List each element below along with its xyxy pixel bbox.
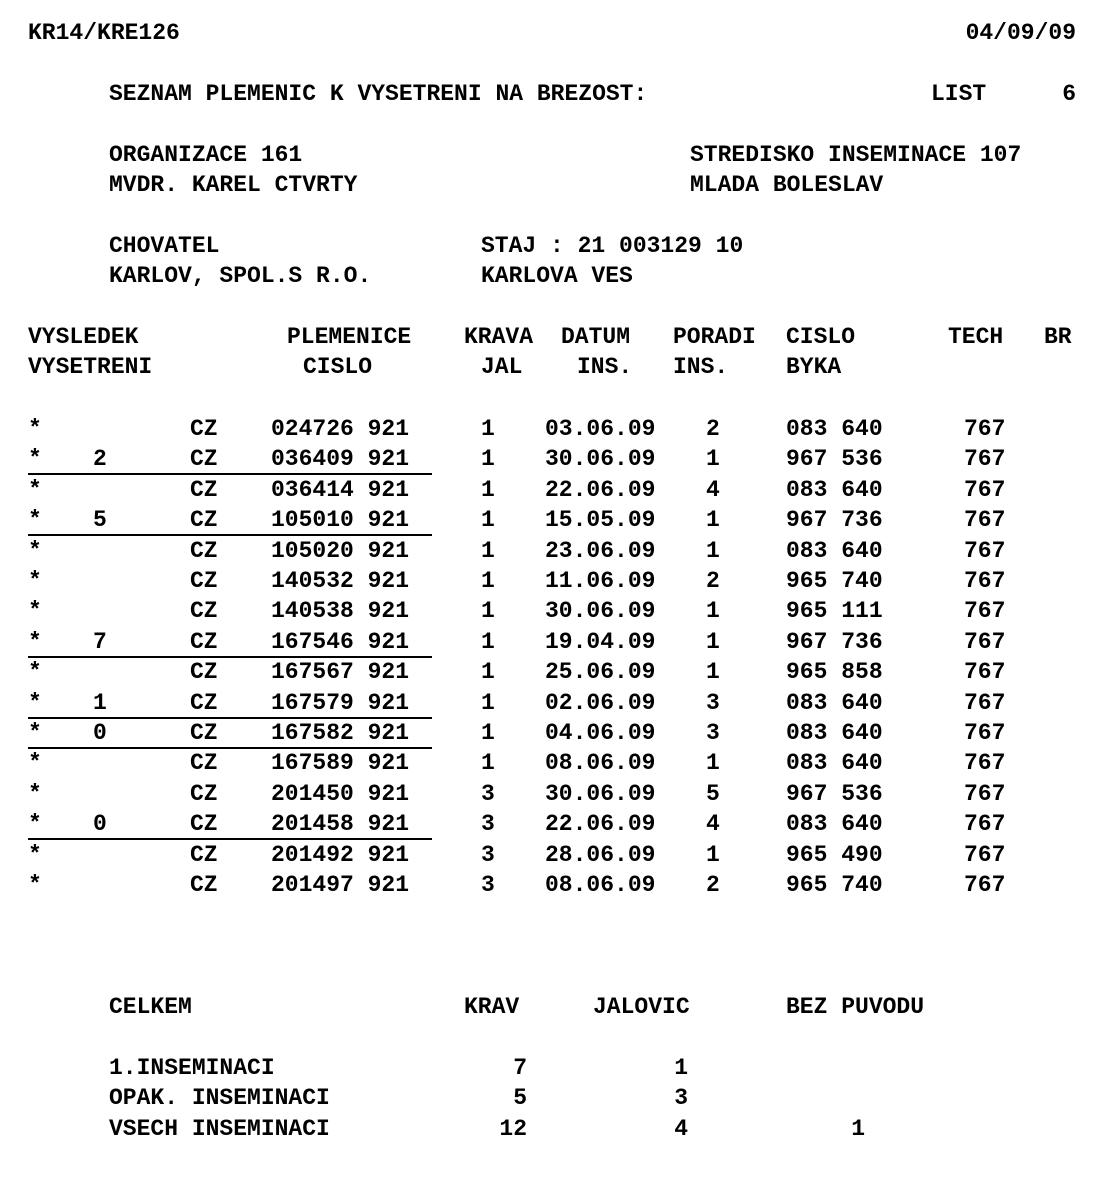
row-bull-number: 967 536	[786, 781, 883, 807]
col-date-header-2: INS.	[577, 354, 633, 380]
summary-cows: 12	[499, 1116, 527, 1142]
row-cow-flag: 1	[481, 477, 495, 503]
col-result-header-2: VYSETRENI	[28, 354, 153, 380]
row-bull-number: 083 640	[786, 477, 883, 503]
report-title: SEZNAM PLEMENIC K VYSETRENI NA BREZOST:	[109, 81, 648, 107]
row-date: 15.05.09	[545, 507, 656, 533]
row-heifer-number: 201458 921	[271, 811, 410, 837]
row-bull-number: 965 740	[786, 568, 883, 594]
row-heifer-number: 167589 921	[271, 750, 410, 776]
row-tech: 767	[964, 416, 1006, 442]
row-bull-number: 965 740	[786, 872, 883, 898]
row-tech: 767	[964, 446, 1006, 472]
row-country: CZ	[190, 781, 218, 807]
row-cow-flag: 1	[481, 538, 495, 564]
row-heifer-number: 167567 921	[271, 659, 410, 685]
row-date: 22.06.09	[545, 811, 656, 837]
row-tech: 767	[964, 781, 1006, 807]
summary-label: OPAK. INSEMINACI	[109, 1085, 330, 1111]
col-heifer-header-2: CISLO	[303, 354, 373, 380]
row-tech: 767	[964, 598, 1006, 624]
breeder-name: KARLOV, SPOL.S R.O.	[109, 263, 372, 289]
row-cow-flag: 1	[481, 446, 495, 472]
row-result: 0	[93, 811, 107, 837]
row-cow-flag: 3	[481, 781, 495, 807]
row-result: 5	[93, 507, 107, 533]
row-date: 25.06.09	[545, 659, 656, 685]
row-underline	[28, 838, 432, 840]
row-result: 1	[93, 690, 107, 716]
row-cow-flag: 3	[481, 842, 495, 868]
row-country: CZ	[190, 690, 218, 716]
row-mark: *	[28, 598, 42, 624]
insemination-center: STREDISKO INSEMINACE 107	[690, 142, 1022, 168]
row-heifer-number: 201497 921	[271, 872, 410, 898]
row-country: CZ	[190, 598, 218, 624]
row-mark: *	[28, 872, 42, 898]
row-bull-number: 083 640	[786, 416, 883, 442]
row-order: 1	[706, 842, 720, 868]
col-cow-header-2: JAL	[481, 354, 523, 380]
list-label: LIST	[931, 81, 987, 107]
row-mark: *	[28, 477, 42, 503]
row-date: 08.06.09	[545, 750, 656, 776]
row-bull-number: 083 640	[786, 720, 883, 746]
row-order: 3	[706, 690, 720, 716]
row-mark: *	[28, 446, 42, 472]
row-country: CZ	[190, 720, 218, 746]
program-code: KR14/KRE126	[28, 20, 180, 46]
col-order-header: PORADI	[673, 324, 756, 350]
row-heifer-number: 167582 921	[271, 720, 410, 746]
row-country: CZ	[190, 538, 218, 564]
row-date: 28.06.09	[545, 842, 656, 868]
row-tech: 767	[964, 629, 1006, 655]
row-country: CZ	[190, 659, 218, 685]
row-underline	[28, 717, 432, 719]
row-cow-flag: 3	[481, 811, 495, 837]
row-cow-flag: 1	[481, 750, 495, 776]
row-bull-number: 967 736	[786, 629, 883, 655]
row-mark: *	[28, 811, 42, 837]
row-date: 19.04.09	[545, 629, 656, 655]
summary-heifers: 1	[674, 1055, 688, 1081]
row-mark: *	[28, 538, 42, 564]
row-date: 11.06.09	[545, 568, 656, 594]
center-city: MLADA BOLESLAV	[690, 172, 884, 198]
row-order: 5	[706, 781, 720, 807]
col-order-header-2: INS.	[673, 354, 729, 380]
row-order: 1	[706, 507, 720, 533]
summary-col-nopedigree: BEZ PUVODU	[786, 994, 925, 1020]
row-order: 1	[706, 446, 720, 472]
row-bull-number: 083 640	[786, 538, 883, 564]
row-bull-number: 967 736	[786, 507, 883, 533]
row-bull-number: 083 640	[786, 690, 883, 716]
row-tech: 767	[964, 811, 1006, 837]
row-order: 4	[706, 811, 720, 837]
row-mark: *	[28, 690, 42, 716]
row-bull-number: 965 111	[786, 598, 883, 624]
summary-cows: 7	[513, 1055, 527, 1081]
summary-label: VSECH INSEMINACI	[109, 1116, 330, 1142]
row-mark: *	[28, 659, 42, 685]
row-tech: 767	[964, 750, 1006, 776]
row-tech: 767	[964, 720, 1006, 746]
row-country: CZ	[190, 507, 218, 533]
row-cow-flag: 1	[481, 629, 495, 655]
row-order: 1	[706, 629, 720, 655]
row-order: 2	[706, 568, 720, 594]
row-underline	[28, 473, 432, 475]
row-tech: 767	[964, 690, 1006, 716]
row-country: CZ	[190, 811, 218, 837]
row-bull-number: 083 640	[786, 811, 883, 837]
row-result: 0	[93, 720, 107, 746]
row-underline	[28, 747, 432, 749]
row-mark: *	[28, 629, 42, 655]
row-heifer-number: 036414 921	[271, 477, 410, 503]
col-cow-header: KRAVA	[464, 324, 534, 350]
row-cow-flag: 3	[481, 872, 495, 898]
row-mark: *	[28, 781, 42, 807]
summary-label: 1.INSEMINACI	[109, 1055, 275, 1081]
organization: ORGANIZACE 161	[109, 142, 303, 168]
row-country: CZ	[190, 477, 218, 503]
row-date: 03.06.09	[545, 416, 656, 442]
summary-title: CELKEM	[109, 994, 192, 1020]
row-heifer-number: 024726 921	[271, 416, 410, 442]
row-country: CZ	[190, 842, 218, 868]
row-tech: 767	[964, 477, 1006, 503]
row-heifer-number: 140532 921	[271, 568, 410, 594]
row-date: 22.06.09	[545, 477, 656, 503]
row-cow-flag: 1	[481, 416, 495, 442]
row-mark: *	[28, 507, 42, 533]
row-country: CZ	[190, 872, 218, 898]
row-date: 30.06.09	[545, 446, 656, 472]
row-tech: 767	[964, 659, 1006, 685]
col-result-header: VYSLEDEK	[28, 324, 139, 350]
row-date: 04.06.09	[545, 720, 656, 746]
row-country: CZ	[190, 568, 218, 594]
col-date-header: DATUM	[561, 324, 631, 350]
summary-heifers: 4	[674, 1116, 688, 1142]
row-country: CZ	[190, 750, 218, 776]
row-order: 1	[706, 750, 720, 776]
row-heifer-number: 201492 921	[271, 842, 410, 868]
col-tech-header: TECH	[948, 324, 1004, 350]
row-bull-number: 083 640	[786, 750, 883, 776]
row-mark: *	[28, 416, 42, 442]
row-date: 08.06.09	[545, 872, 656, 898]
row-order: 1	[706, 659, 720, 685]
stable-number: STAJ : 21 003129 10	[481, 233, 744, 259]
summary-cows: 5	[513, 1085, 527, 1111]
col-br-header: BR	[1044, 324, 1072, 350]
row-tech: 767	[964, 568, 1006, 594]
row-cow-flag: 1	[481, 690, 495, 716]
row-tech: 767	[964, 538, 1006, 564]
row-country: CZ	[190, 629, 218, 655]
stable-place: KARLOVA VES	[481, 263, 633, 289]
row-bull-number: 965 858	[786, 659, 883, 685]
row-heifer-number: 140538 921	[271, 598, 410, 624]
row-tech: 767	[964, 872, 1006, 898]
row-underline	[28, 534, 432, 536]
row-result: 2	[93, 446, 107, 472]
row-cow-flag: 1	[481, 568, 495, 594]
row-bull-number: 967 536	[786, 446, 883, 472]
row-heifer-number: 201450 921	[271, 781, 410, 807]
row-heifer-number: 167579 921	[271, 690, 410, 716]
row-order: 4	[706, 477, 720, 503]
summary-col-heifers: JALOVIC	[593, 994, 690, 1020]
row-tech: 767	[964, 507, 1006, 533]
row-mark: *	[28, 842, 42, 868]
breeder-label: CHOVATEL	[109, 233, 220, 259]
row-cow-flag: 1	[481, 720, 495, 746]
row-heifer-number: 036409 921	[271, 446, 410, 472]
row-order: 2	[706, 872, 720, 898]
row-heifer-number: 167546 921	[271, 629, 410, 655]
row-date: 30.06.09	[545, 598, 656, 624]
row-cow-flag: 1	[481, 507, 495, 533]
row-date: 23.06.09	[545, 538, 656, 564]
row-mark: *	[28, 568, 42, 594]
row-heifer-number: 105010 921	[271, 507, 410, 533]
col-bull-header: CISLO	[786, 324, 856, 350]
summary-nopedigree: 1	[851, 1116, 865, 1142]
row-mark: *	[28, 750, 42, 776]
row-order: 1	[706, 598, 720, 624]
col-bull-header-2: BYKA	[786, 354, 842, 380]
row-date: 02.06.09	[545, 690, 656, 716]
list-number: 6	[1062, 81, 1076, 107]
report-date: 04/09/09	[965, 20, 1076, 46]
row-cow-flag: 1	[481, 598, 495, 624]
summary-heifers: 3	[674, 1085, 688, 1111]
row-heifer-number: 105020 921	[271, 538, 410, 564]
row-cow-flag: 1	[481, 659, 495, 685]
row-order: 3	[706, 720, 720, 746]
col-heifer-header: PLEMENICE	[287, 324, 412, 350]
row-date: 30.06.09	[545, 781, 656, 807]
row-result: 7	[93, 629, 107, 655]
row-mark: *	[28, 720, 42, 746]
row-order: 1	[706, 538, 720, 564]
row-country: CZ	[190, 446, 218, 472]
summary-col-cows: KRAV	[464, 994, 520, 1020]
row-country: CZ	[190, 416, 218, 442]
row-order: 2	[706, 416, 720, 442]
row-tech: 767	[964, 842, 1006, 868]
veterinarian: MVDR. KAREL CTVRTY	[109, 172, 358, 198]
row-bull-number: 965 490	[786, 842, 883, 868]
row-underline	[28, 656, 432, 658]
